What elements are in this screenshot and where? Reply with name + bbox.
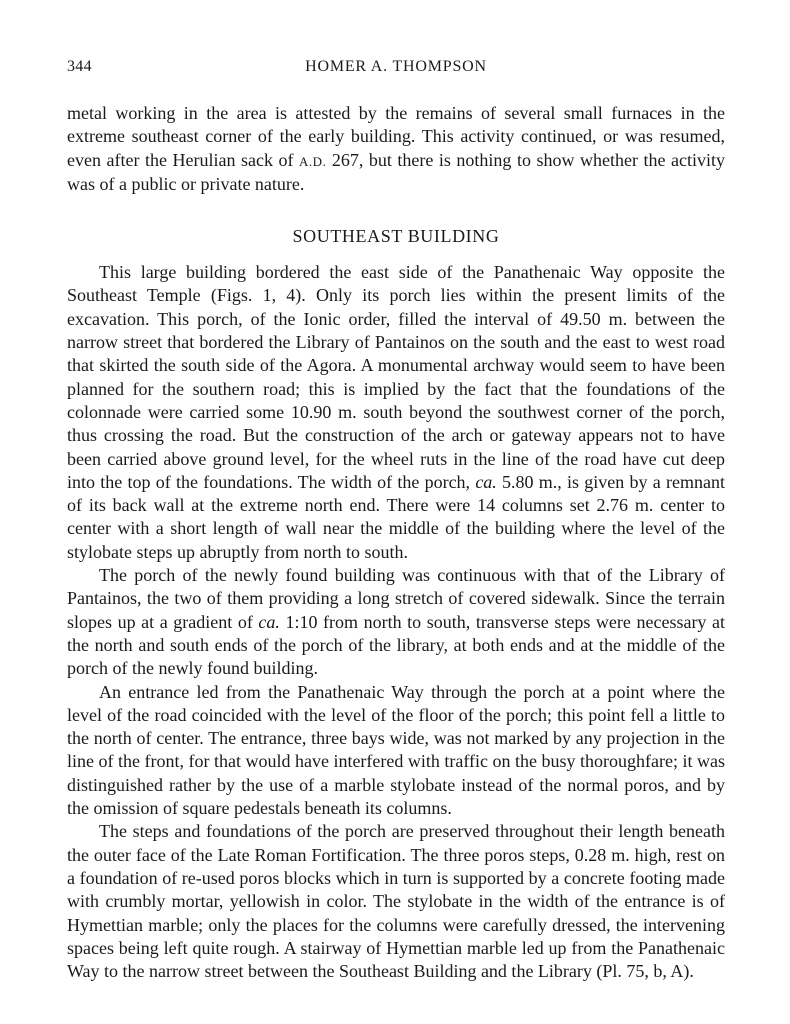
intro-paragraph: metal working in the area is attested by the remains of several small furnaces in the extreme southeast corner of the early building. This activity continued, or was resumed, even after the Herulian sack of A.D. 267, but there is nothing to show whether the activity was of a public or private nature. xyxy=(67,103,726,194)
page xyxy=(67,58,725,983)
body-paragraph-2: The porch of the newly found building was continuous with that of the Library of Pantainos, the two of them providing a long stretch of covered sidewalk. Since the terrain slopes up at a gradient of ca. 1:10 from north to south, transverse steps were necessary at the north and south ends of the porch of the library, at both ends and at the middle of the porch of the newly found building. xyxy=(67,565,725,679)
running-head-author: HOMER A. THOMPSON xyxy=(305,58,487,75)
running-head xyxy=(67,58,725,82)
body-paragraph-3: An entrance led from the Panathenaic Way through the porch at a point where the level of the road coincided with the level of the floor of the porch; this point fell a little to the north of center. The entrance, three bays wide, was not marked by any projection in the line of the front, for that would have interfered with traffic on the busy thoroughfare; it was distinguished rather by the use of a marble stylobate instead of the normal poros, and by the omission of square pedestals beneath its columns. xyxy=(67,681,725,819)
body-paragraph-1: This large building bordered the east side of the Panathenaic Way opposite the Southeast Temple (Figs. 1, 4). Only its porch lies within the present limits of the excavation. This porch, of the Ionic order, filled the interval of 49.50 m. between the narrow street that bordered the Library of Pantainos on the south and the east to west road that skirted the south side of the Agora. A monumental archway would seem to have been planned for the southern road; this is implied by the fact that the foundations of the colonnade were carried some 10.90 m. south beyond the southwest corner of the porch, thus crossing the road. But the construction of the arch or gateway appears not to have been carried above ground level, for the wheel ruts in the line of the road have cut deep into the top of the foundations. The width of the porch, ca. 5.80 m., is given by a remnant of its back wall at the extreme north end. There were 14 columns set 2.76 m. center to center with a short length of wall near the middle of the building where the level of the stylobate steps up abruptly from north to south. xyxy=(67,262,725,562)
era-abbreviation: A.D. xyxy=(299,153,327,169)
page-number: 344 xyxy=(67,58,92,75)
body-paragraph-4: The steps and foundations of the porch are preserved throughout their length beneath the outer face of the Late Roman Fortification. The three poros steps, 0.28 m. high, rest on a foundation of re-used poros blocks which in turn is supported by a concrete footing made with crumbly mortar, yellowish in color. The stylobate in the width of the entrance is of Hymettian marble; only the places for the columns were carefully dressed, the intervening spaces being left quite rough. A stairway of Hymettian marble led up from the Panathenaic Way to the narrow street between the Southeast Building and the Library (Pl. 75, b, A). xyxy=(67,821,725,982)
section-title: SOUTHEAST BUILDING xyxy=(292,226,500,247)
